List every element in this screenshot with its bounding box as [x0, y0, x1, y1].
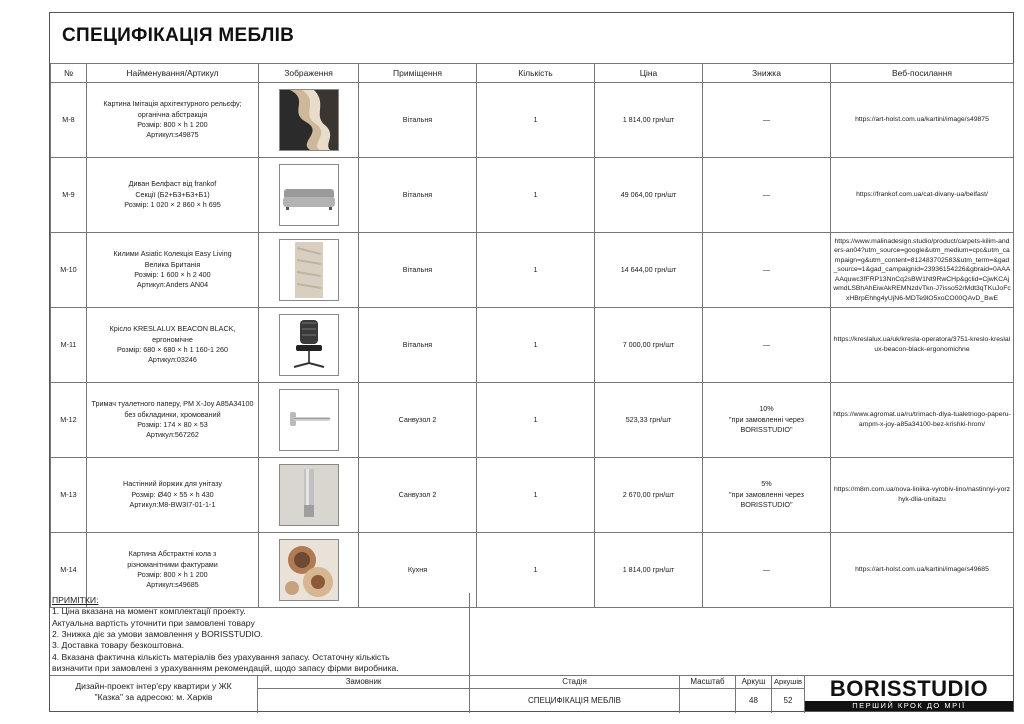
- note-line: Актуальна вартість уточнити при замовлені товару: [52, 617, 255, 628]
- item-name-line: без обкладинки, хромований: [124, 409, 221, 419]
- item-name-line: Артикул:M8-BW3I7-01-1-1: [129, 500, 216, 510]
- item-web-link[interactable]: https://www.malinadesign.studio/product/carpets-kilim-anders-an04?utm_source=google&utm_medium=cpc&utm_campaign=g&utm_content=812483702583&utm_term=&gad_source=1&gad_campaignid=23936154226&gbraid=0AAAAAquwc3fFRP13NnCq2sBW1Nt9RwCHp&gclid=CjwKCAjwmdLSBhAhEiwAkREMNzdvTkn-J7isso52rMdt3qTKuJoFcxHBrpEhhg4yUjN6-MDTe9lO5xoCO00QAvD_BwE: [831, 233, 1014, 308]
- item-name-line: Розмір: 680 × 680 × h 1 160-1 260: [117, 345, 228, 354]
- item-discount: —: [703, 233, 831, 308]
- item-number: M-10: [51, 233, 87, 308]
- item-discount: —: [703, 83, 831, 158]
- item-name-line: Диван Белфаст від frankof: [128, 179, 217, 189]
- item-price: 7 000,00 грн/шт: [595, 308, 703, 383]
- item-number: M-8: [51, 83, 87, 158]
- item-image: [279, 464, 339, 526]
- header-web-link: Веб-посилання: [831, 64, 1014, 83]
- item-quantity: 1: [477, 533, 595, 608]
- item-name-line: Артикул:Anders AN04: [136, 280, 209, 290]
- item-name-line: Розмір: 1 020 × 2 860 × h 695: [124, 200, 221, 210]
- item-name-line: Розмір: Ø40 × 55 × h 430: [131, 489, 214, 499]
- page-title: СПЕЦИФІКАЦІЯ МЕБЛІВ: [62, 25, 295, 46]
- header-quantity: Кількість: [477, 64, 595, 83]
- item-name-line: Розмір: 800 × h 1 200: [137, 120, 208, 129]
- note-line: 1. Ціна вказана на момент комплектації проекту.: [52, 606, 246, 617]
- item-room: Вітальня: [359, 233, 477, 308]
- item-image: [279, 239, 339, 301]
- item-image: [279, 164, 339, 226]
- notes-block: [50, 593, 470, 686]
- item-name-line: Артикул:03246: [148, 355, 197, 365]
- customer-label: Замовник: [258, 676, 470, 689]
- item-discount: —: [703, 533, 831, 608]
- item-name-line: різноманітними фактурами: [127, 559, 218, 569]
- item-discount: —: [703, 158, 831, 233]
- item-price: 1 814,00 грн/шт: [595, 533, 703, 608]
- item-name-line: Артикул:s49685: [146, 580, 199, 590]
- item-name-line: Артикул:s49875: [146, 130, 199, 140]
- item-name: [87, 233, 259, 308]
- item-room: Кухня: [359, 533, 477, 608]
- item-image-cell: [259, 158, 359, 233]
- table-header-row: [51, 64, 1014, 83]
- stage-label: Стадія: [470, 676, 680, 689]
- item-name: [87, 158, 259, 233]
- item-number: M-14: [51, 533, 87, 608]
- item-room: Санвузол 2: [359, 383, 477, 458]
- stage-value: СПЕЦИФІКАЦІЯ МЕБЛІВ: [470, 689, 680, 713]
- sheet-label: Аркуш: [736, 676, 772, 689]
- item-discount: 10% "при замовленні через BORISSTUDIO": [703, 383, 831, 458]
- table-row: [51, 158, 1014, 233]
- item-price: 14 644,00 грн/шт: [595, 233, 703, 308]
- item-room: Санвузол 2: [359, 458, 477, 533]
- item-image: [279, 89, 339, 151]
- item-web-link[interactable]: https://art-holst.com.ua/kartini/image/s49875: [831, 83, 1014, 158]
- item-web-link[interactable]: https://kreslalux.ua/uk/kresla-operatora/3751-kreslo-kreslalux-beacon-black-ergonomichne: [831, 308, 1014, 383]
- item-image-cell: [259, 308, 359, 383]
- item-name: [87, 458, 259, 533]
- brand-name: BORISSTUDIO: [829, 676, 989, 701]
- customer-value: [258, 689, 470, 713]
- note-line: 4. Вказана фактична кількість матеріалів без урахування запасу. Остаточну кількість: [52, 651, 390, 662]
- item-web-link[interactable]: https://art-holst.com.ua/kartini/image/s49685: [831, 533, 1014, 608]
- note-line: визначити при замовлені з урахуванням рекомендацій, щодо запасу фірми виробника.: [52, 663, 399, 674]
- item-name: [87, 308, 259, 383]
- sheets-value: 52: [772, 689, 805, 713]
- item-image-cell: [259, 383, 359, 458]
- item-quantity: 1: [477, 158, 595, 233]
- item-image: [279, 314, 339, 376]
- item-number: M-13: [51, 458, 87, 533]
- item-room: Вітальня: [359, 158, 477, 233]
- item-web-link[interactable]: https://frankof.com.ua/cat-divany-ua/belfast/: [831, 158, 1014, 233]
- item-quantity: 1: [477, 308, 595, 383]
- table-row: [51, 458, 1014, 533]
- header-image: Зображення: [259, 64, 359, 83]
- item-web-link[interactable]: https://m8m.com.ua/nova-liniika-vyrobiv-lino/nastinnyi-yorzhyk-dlia-unitazu: [831, 458, 1014, 533]
- item-name: [87, 383, 259, 458]
- item-number: M-11: [51, 308, 87, 383]
- table-row: [51, 383, 1014, 458]
- item-name-line: Розмір: 800 × h 1 200: [137, 570, 208, 579]
- item-image-cell: [259, 233, 359, 308]
- item-name-line: Картина Імітація архітектурного рельєфу;: [103, 99, 242, 109]
- header-number: №: [51, 64, 87, 83]
- item-discount: 5% "при замовленні через BORISSTUDIO": [703, 458, 831, 533]
- item-number: M-12: [51, 383, 87, 458]
- item-name-line: органічна абстракція: [137, 109, 208, 119]
- item-number: M-9: [51, 158, 87, 233]
- item-price: 49 064,00 грн/шт: [595, 158, 703, 233]
- note-line: 2. Знижка діє за умови замовлення у BORISSTUDIO.: [52, 629, 263, 640]
- item-price: 1 814,00 грн/шт: [595, 83, 703, 158]
- header-discount: Знижка: [703, 64, 831, 83]
- item-name-line: Розмір: 1 600 × h 2 400: [134, 270, 211, 279]
- item-name-line: Секції (Б2+Б3+Б3+Б1): [135, 189, 210, 199]
- item-name-line: Настінний йоржик для унітазу: [123, 479, 222, 489]
- scale-label: Масштаб: [680, 676, 736, 689]
- table-row: [51, 83, 1014, 158]
- item-room: Вітальня: [359, 308, 477, 383]
- item-quantity: 1: [477, 233, 595, 308]
- note-line: 3. Доставка товару безкоштовна.: [52, 640, 185, 651]
- sheets-label: Аркушів: [772, 676, 805, 689]
- item-price: 2 670,00 грн/шт: [595, 458, 703, 533]
- item-name-line: Тримач туалетного паперу, PM X-Joy A85A34100: [91, 399, 254, 409]
- item-discount: —: [703, 308, 831, 383]
- item-name-line: Велика Британія: [144, 259, 201, 269]
- header-name: Найменування/Артикул: [87, 64, 259, 83]
- item-price: 523,33 грн/шт: [595, 383, 703, 458]
- spec-sheet: [49, 12, 1014, 712]
- item-web-link[interactable]: https://www.agromat.ua/ru/trimach-dlya-tualetnogo-paperu-ampm-x-joy-a85a34100-bez-krishki-hrom/: [831, 383, 1014, 458]
- item-room: Вітальня: [359, 83, 477, 158]
- item-name-line: Килими Asiatic Колекція Easy Living: [113, 249, 232, 259]
- item-name: [87, 83, 259, 158]
- spec-table: [50, 63, 1014, 608]
- table-row: [51, 233, 1014, 308]
- project-description: Дизайн-проект інтер'єру квартири у ЖК "Казка" за адресою: м. Харків: [50, 676, 258, 713]
- header-price: Ціна: [595, 64, 703, 83]
- notes-heading: ПРИМІТКИ:: [52, 595, 99, 605]
- header-room: Приміщення: [359, 64, 477, 83]
- item-quantity: 1: [477, 83, 595, 158]
- item-name-line: Крісло KRESLALUX BEACON BLACK, ергономічне: [109, 324, 236, 344]
- item-image: [279, 539, 339, 601]
- item-name-line: Картина Абстрактні кола з: [128, 549, 217, 559]
- item-name-line: Артикул:567262: [146, 430, 199, 440]
- sheet-value: 48: [736, 689, 772, 713]
- scale-value: [680, 689, 736, 713]
- item-image: [279, 389, 339, 451]
- item-image-cell: [259, 83, 359, 158]
- item-quantity: 1: [477, 458, 595, 533]
- brand-logo: [805, 677, 1013, 711]
- item-quantity: 1: [477, 383, 595, 458]
- table-row: [51, 308, 1014, 383]
- brand-slogan: ПЕРШИЙ КРОК ДО МРІЇ: [805, 701, 1013, 711]
- item-image-cell: [259, 458, 359, 533]
- item-name-line: Розмір: 174 × 80 × 53: [137, 420, 208, 429]
